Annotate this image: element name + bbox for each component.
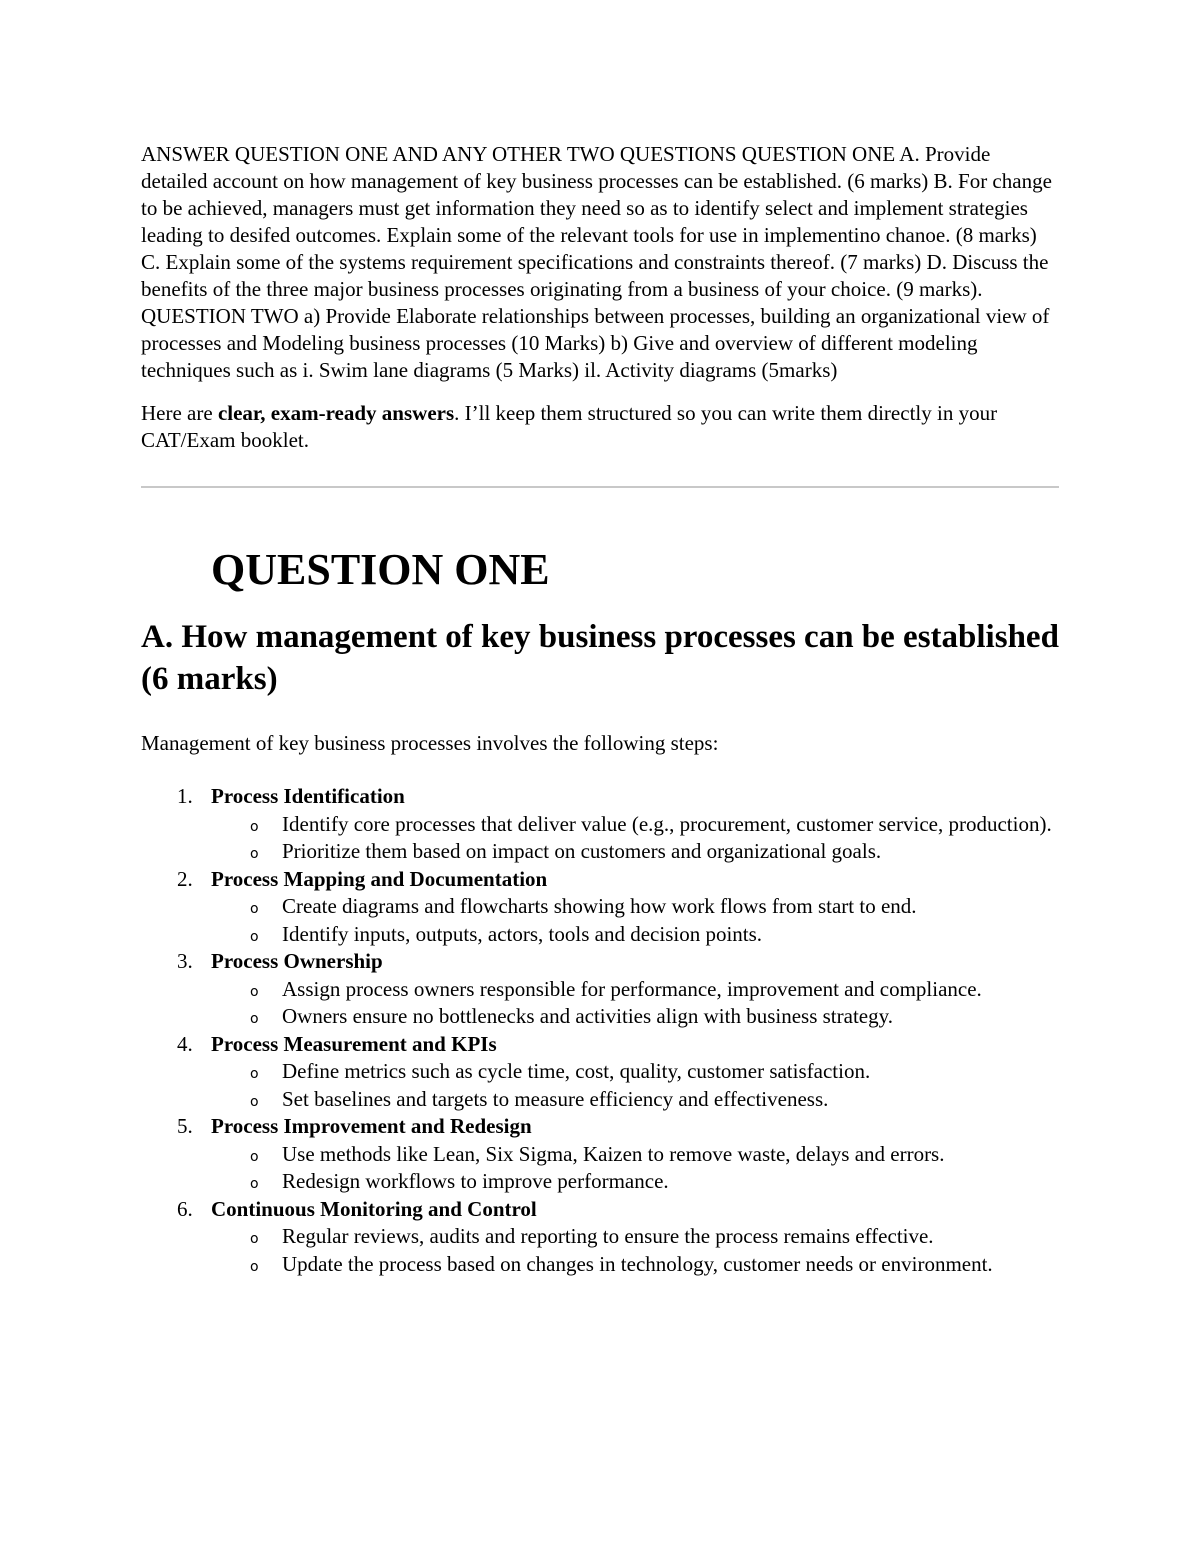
circle-bullet-icon: o (250, 846, 259, 862)
step-number: 1. (177, 784, 193, 808)
step-number: 4. (177, 1031, 193, 1056)
step-point-text: Create diagrams and flowcharts showing how work flows from start to end. (282, 894, 917, 918)
step-point-text: Owners ensure no bottlenecks and activities align with business strategy. (282, 1004, 893, 1028)
step-points (211, 976, 1059, 1031)
steps-lead-text: Management of key business processes involves the following steps: (141, 731, 719, 755)
step-point (211, 921, 1059, 949)
circle-bullet-icon: o (250, 901, 259, 917)
question-paragraph: ANSWER QUESTION ONE AND ANY OTHER TWO QUESTIONS QUESTION ONE A. Provide detailed account on how management of key business processes can be established. (6 marks) B. For change to be achieved, managers must get information they need so as to identify select and implement strategies leading to desifed outcomes. Explain some of the relevant tools for use in implementino chanoe. (8 marks) C. Explain some of the systems requirement specifications and constraints thereof. (7 marks) D. Discuss the benefits of the three major business processes originating from a business of your choice. (9 marks). QUESTION TWO a) Provide Elaborate relationships between processes, building an organizational view of processes and Modeling business processes (10 Marks) b) Give and overview of different modeling techniques such as i. Swim lane diagrams (5 Marks) il. Activity diagrams (5marks) (141, 142, 1052, 382)
step-title: Process Ownership (211, 949, 383, 973)
step-point-text: Update the process based on changes in technology, customer needs or environment. (282, 1251, 993, 1276)
step-point (211, 1003, 1059, 1031)
step-point (211, 838, 1059, 866)
step-number: 3. (177, 949, 193, 973)
circle-bullet-icon: o (250, 1231, 259, 1247)
answer-intro (141, 400, 1059, 454)
step-title: Process Measurement and KPIs (211, 1031, 497, 1056)
step-title: Process Improvement and Redesign (211, 1114, 532, 1138)
step-point-text: Identify core processes that deliver value (e.g., procurement, customer service, production). (282, 811, 1052, 836)
circle-bullet-icon: o (250, 1093, 259, 1110)
step-points (211, 1058, 1059, 1113)
step-point-text: Use methods like Lean, Six Sigma, Kaizen to remove waste, delays and errors. (282, 1141, 945, 1166)
step-point (211, 1141, 1059, 1169)
circle-bullet-icon: o (250, 1011, 259, 1027)
step-point-text: Prioritize them based on impact on customers and organizational goals. (282, 839, 882, 863)
circle-bullet-icon: o (250, 928, 259, 945)
step-point-text: Define metrics such as cycle time, cost, quality, customer satisfaction. (282, 1059, 871, 1083)
step-points (211, 1223, 1059, 1278)
step-number: 6. (177, 1196, 193, 1221)
step-item (141, 948, 1059, 1031)
document-page (141, 141, 1059, 1278)
step-title: Process Identification (211, 784, 405, 808)
step-point (211, 1058, 1059, 1086)
step-point (211, 1168, 1059, 1196)
step-point (211, 811, 1059, 839)
step-item (141, 783, 1059, 866)
circle-bullet-icon: o (250, 1148, 259, 1165)
step-item (141, 866, 1059, 949)
answer-intro-emphasis: clear, exam-ready answers (217, 401, 455, 425)
step-item (141, 1113, 1059, 1196)
step-points (211, 1141, 1059, 1196)
step-point-text: Identify inputs, outputs, actors, tools and decision points. (282, 921, 763, 946)
answer-intro-end: . I’ll keep them structured so you can write them directly in your CAT/Exam booklet. (141, 401, 998, 452)
circle-bullet-icon: o (250, 818, 259, 835)
circle-bullet-icon: o (250, 1176, 259, 1192)
circle-bullet-icon: o (250, 983, 259, 1000)
step-title: Continuous Monitoring and Control (211, 1196, 537, 1221)
step-points (211, 893, 1059, 948)
circle-bullet-icon: o (250, 1258, 259, 1275)
step-point (211, 1223, 1059, 1251)
step-point-text: Set baselines and targets to measure efficiency and effectiveness. (282, 1086, 829, 1111)
step-point (211, 893, 1059, 921)
circle-bullet-icon: o (250, 1066, 259, 1082)
step-number: 2. (177, 866, 193, 891)
step-point-text: Redesign workflows to improve performance. (282, 1169, 669, 1193)
answer-intro-start: Here are (141, 401, 218, 425)
step-item (141, 1196, 1059, 1279)
step-point (211, 976, 1059, 1004)
subsection-heading: A. How management of key business processes can be established (6 marks) (141, 619, 1059, 697)
step-title: Process Mapping and Documentation (211, 866, 548, 891)
horizontal-divider (141, 486, 1059, 488)
step-points (211, 811, 1059, 866)
step-number: 5. (177, 1114, 193, 1138)
step-point-text: Assign process owners responsible for performance, improvement and compliance. (282, 976, 982, 1001)
section-heading: QUESTION ONE (211, 545, 550, 594)
step-item (141, 1031, 1059, 1114)
steps-list (141, 783, 1059, 1278)
step-point-text: Regular reviews, audits and reporting to ensure the process remains effective. (282, 1224, 934, 1248)
step-point (211, 1251, 1059, 1279)
step-point (211, 1086, 1059, 1114)
